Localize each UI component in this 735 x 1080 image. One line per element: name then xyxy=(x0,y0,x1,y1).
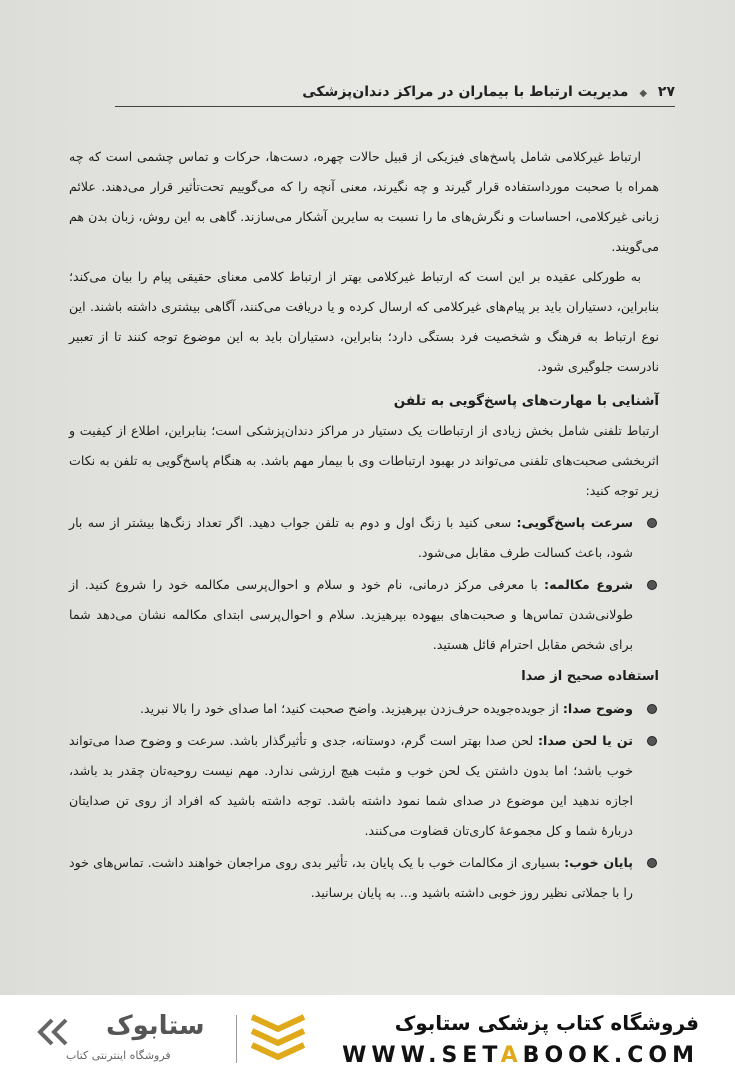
store-url-link[interactable] xyxy=(342,1043,699,1068)
url-part2: BOOK.COM xyxy=(522,1043,699,1068)
logo-brand-name: ستابوک xyxy=(106,1011,205,1041)
running-header xyxy=(115,84,675,107)
bullet-title: سرعت پاسخ‌گویی: xyxy=(516,515,633,530)
diamond-icon: ◆ xyxy=(639,88,648,99)
paragraph-phone: ارتباط تلفنی شامل بخش زیادی از ارتباطات یک دستیار در مراکز دندان‌پزشکی است؛ بنابراین، اطلاع از کیفیت و اثربخشی صحبت‌های تلفنی می‌تواند در بهبود ارتباطات وی با بیمار مهم باشد. به هنگام پاسخ‌گویی به تلفن به نکات زیر توجه کنید: xyxy=(69,423,659,498)
bullet-text: سعی کنید با زنگ اول و دوم به تلفن جواب دهید. اگر تعداد زنگ‌ها بیشتر از سه بار شود، باعث کسالت طرف مقابل می‌شود. xyxy=(69,515,633,560)
bullet-title: پایان خوب: xyxy=(564,855,633,870)
bullet-title: شروع مکالمه: xyxy=(544,577,633,592)
url-accent: A xyxy=(500,1043,523,1068)
bullet-answer-speed xyxy=(69,508,659,568)
bullet-title: وضوح صدا: xyxy=(562,701,633,716)
bullet-text: بسیاری از مکالمات خوب با یک پایان بد، تأثیر بدی روی مراجعان خواهند داشت. تماس‌های خود را با جملاتی نظیر روز خوبی داشته باشید و... به پایان برسانید. xyxy=(69,855,633,900)
bullet-dot-icon xyxy=(647,518,657,528)
store-name: فروشگاه کتاب پزشکی ستابوک xyxy=(394,1011,699,1035)
bullet-text: با معرفی مرکز درمانی، نام خود و سلام و احوال‌پرسی مکالمه خود را شروع کنید. از طولانی‌شدن تماس‌ها و صحبت‌های بیهوده بپرهیزید. سلام و احوال‌پرسی ابتدای مکالمه نشان می‌دهد شما برای شخص مقابل احترام قائل هستید. xyxy=(69,577,633,652)
bullet-text: لحن صدا بهتر است گرم، دوستانه، جدی و تأثیرگذار باشد. سرعت و وضوح صدا می‌تواند خوب باشد؛ اما بدون داشتن یک لحن خوب و مثبت هیچ ارزشی ندارد. مهم نیست روحیه‌تان چقدر بد باشد، اجازه ندهید این موضوع در صدای شما نمود داشته باشد. توجه داشته باشید که افراد از روی تن صدایتان دربارهٔ شما و کل مجموعهٔ کاری‌تان قضاوت می‌کنند. xyxy=(69,733,633,838)
logo-divider xyxy=(236,1015,237,1063)
double-chevron-icon xyxy=(36,1017,72,1047)
bullet-dot-icon xyxy=(647,736,657,746)
logo-subtitle: فروشگاه اینترنتی کتاب xyxy=(66,1049,171,1062)
paragraph-nonverbal-meaning: به طورکلی عقیده بر این است که ارتباط غیرکلامی بهتر از ارتباط کلامی معنای حقیقی پیام را بیان می‌کند؛ بنابراین، دستیاران باید بر پیام‌های غیرکلامی که ارسال کرده و یا دریافت می‌کنند، آگاهی بیشتری داشته باشند. این نوع ارتباط به فرهنگ و شخصیت فرد بستگی دارد؛ بنابراین، دستیاران باید به این موضوع توجه کنند تا از تعبیر نادرست جلوگیری شود. xyxy=(69,269,659,374)
paragraph-nonverbal: ارتباط غیرکلامی شامل پاسخ‌های فیزیکی از قبیل حالات چهره، دست‌ها، حرکات و تماس چشمی است که چه همراه با صحبت مورداستفاده قرار گیرند و چه نگیرند، معنی آنچه را که می‌گوییم تحت‌تأثیر قرار می‌دهند. علائم زبانی غیرکلامی، احساسات و نگرش‌های ما را نسبت به سایرین آشکار می‌سازند. گاهی به این روش، زبان بدن هم می‌گویند. xyxy=(69,149,659,254)
bullet-text: از جویده‌جویده حرف‌زدن بپرهیزید. واضح صحبت کنید؛ اما صدای خود را بالا نبرید. xyxy=(140,701,563,716)
bullet-good-ending xyxy=(69,848,659,908)
store-logo[interactable] xyxy=(36,1009,296,1069)
bullet-dot-icon xyxy=(647,580,657,590)
bullet-voice-tone xyxy=(69,726,659,846)
page-body xyxy=(69,142,659,908)
url-part1: WWW.SET xyxy=(342,1043,501,1068)
subheading-voice: استفاده صحیح از صدا xyxy=(521,669,659,684)
bullet-voice-clarity xyxy=(69,694,659,724)
store-footer xyxy=(0,995,735,1080)
bullet-dot-icon xyxy=(647,704,657,714)
bullet-dot-icon xyxy=(647,858,657,868)
section-heading-phone-skills: آشنایی با مهارت‌های پاسخ‌گویی به تلفن xyxy=(393,393,659,409)
bullet-title: تن یا لحن صدا: xyxy=(538,733,633,748)
chevrons-icon xyxy=(246,1009,310,1065)
bullet-start-call xyxy=(69,570,659,660)
page-number: ۲۷ xyxy=(657,84,675,100)
running-title: مدیریت ارتباط با بیماران در مراکز دندان‌پزشکی xyxy=(302,84,629,100)
